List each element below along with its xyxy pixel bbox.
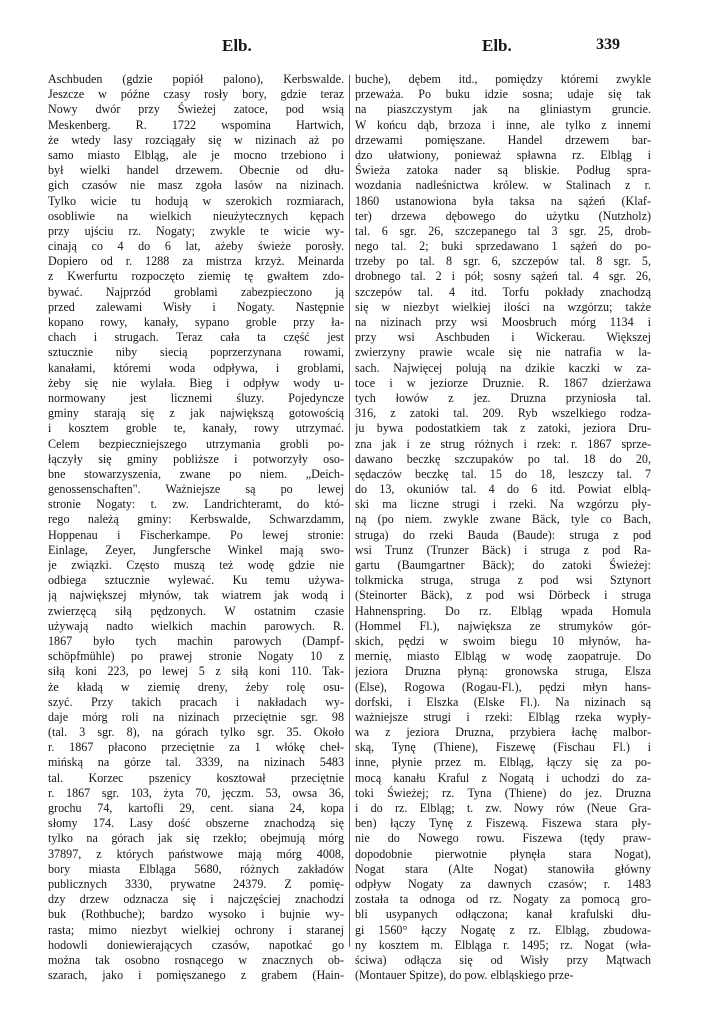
text-line: odpływ Nogaty za dawnych czasów; r. 1483 [355, 876, 651, 891]
text-line: r. 1867 płacono przeciętnie za 1 włókę cheł- [48, 740, 344, 755]
text-line: trzeby po tal. 8 sgr. 6, szczepów tal. 8 sgr. 5, [355, 254, 651, 269]
text-line: cinają co 4 do 6 lat, ażeby świeże porosły. [48, 239, 344, 254]
text-line: Meskenberg. R. 1722 wspomina Hartwich, [48, 117, 344, 132]
text-line: (tal. 3 sgr. 8), na górach tylko sgr. 35. Około [48, 725, 344, 740]
text-line: Celem bezpieczniejszego utrzymania grobli po- [48, 436, 344, 451]
text-line: Nogat stara (Alte Nogat) stanowiła główny [355, 861, 651, 876]
text-line: ski ma liczne strugi i rzeki. Na wzgórzu pły- [355, 497, 651, 512]
text-line: Hahnenspring. Do rz. Elbląg wpada Homula [355, 603, 651, 618]
text-line: buk (Rothbuche); bardzo wysoko i bujnie wy- [48, 907, 344, 922]
text-line: daje mórg roli na nizinach przeciętnie sgr. 98 [48, 709, 344, 724]
text-line: Einlage, Zeyer, Jungfersche Winkel mają swo- [48, 542, 344, 557]
text-line: ściwa) odłącza się od Wisły przy Mątwach [355, 952, 651, 967]
text-line: schöpfmühle) po prawej stronie Nogaty 10 z [48, 649, 344, 664]
text-line: została ta odnoga od rz. Nogaty za pomocą gro- [355, 892, 651, 907]
text-line: bywać. Najprzód groblami zabezpieczono ją [48, 284, 344, 299]
text-line: W końcu dąb, brzoza i inne, ale tylko z innemi [355, 117, 651, 132]
text-line: zwierzęcą siłą pędzonych. W ostatnim czasie [48, 603, 344, 618]
page-header [0, 36, 720, 66]
text-line: nie do Nowego rowu. Fiszewa (tędy praw- [355, 831, 651, 846]
text-line: 1867 było tych machin parowych (Dampf- [48, 633, 344, 648]
text-line: 1860 ustanowiona była taksa na sążeń (Klaf- [355, 193, 651, 208]
text-line: przed zalewami Wisły i Nogaty. Następnie [48, 299, 344, 314]
text-line: osobliwie na wielkich nieużytecznych kępach [48, 208, 344, 223]
text-line: był wielki handel drzewem. Obecnie od dłu- [48, 163, 344, 178]
text-line: (Montauer Spitze), do pow. elbląskiego prze- [355, 968, 574, 983]
text-line: słomy 174. Lasy dość obszerne znachodzą się [48, 816, 344, 831]
text-line: Hoppenau i Fischerkampe. Po lewej stronie: [48, 527, 344, 542]
column-divider [349, 75, 350, 947]
text-line: ben) łączy Tynę z Fiszewą. Fiszewa stara pły- [355, 816, 651, 831]
left-text-column [48, 72, 344, 983]
text-line: że wtedy lasy rozciągały się w nizinach aż po [48, 132, 344, 147]
text-line: Jeszcze w późne czasy rosły bory, gdzie teraz [48, 87, 344, 102]
running-head-left: Elb. [222, 36, 252, 55]
text-line: toki Świeżej; rz. Tyna (Thiene) do jez. Druzna [355, 785, 651, 800]
text-line: szyć. Przy takich pracach i nakładach wy- [48, 694, 344, 709]
text-line: tal. Korzec pszenicy kosztował przeciętnie [48, 770, 344, 785]
text-line: ją największej młynów, tak wiatrem jak wodą i [48, 588, 344, 603]
text-line: 37897, z których państwowe mają mórg 4008, [48, 846, 344, 861]
text-line: tylko na górach jak się rzekło; obejmują mórg [48, 831, 344, 846]
text-line: ny kosztem m. Elbląga r. 1495; rz. Nogat (wła- [355, 937, 651, 952]
text-line: tolkmicka struga, struga z pod wsi Sztynort [355, 573, 651, 588]
text-line: na piaszczystym jak na gliniastym gruncie. [355, 102, 651, 117]
text-line: hodowli doniewierających czasów, napotkać go [48, 937, 344, 952]
text-line: skich, pędzi w swoim biegu 10 młynów, ha- [355, 633, 651, 648]
text-line: przy wsi Aschbuden i Wickerau. Większej [355, 330, 651, 345]
text-line: bli usypanych odłączona; kanał krafulski dłu- [355, 907, 651, 922]
text-line: samo miasto Elbląg, ale je mocno trzebiono i [48, 147, 344, 162]
text-line: kanałami, któremi woda odpływa, i groblami, [48, 360, 344, 375]
text-line: szczepów tal. 4 itd. Torfu pokłady znachodzą [355, 284, 651, 299]
text-line: (Steinorter Bäck), z pod wsi Dörbeck i struga [355, 588, 651, 603]
text-line: grochu 74, kartofli 29, cent. siana 24, kopa [48, 801, 344, 815]
text-line: wozdania nadleśnictwa królew. w Stalinach z r. [355, 178, 651, 193]
text-line: i do rz. Elbląg; t. zw. Nowy rów (Neue Gra- [355, 801, 651, 815]
text-line: gich czasów nie masz zgoła lasów na nizinach. [48, 178, 344, 193]
text-line: dzo ułatwiony, ponieważ spławna rz. Elbląg i [355, 147, 651, 162]
text-line: rego należą gminy: Kerbswalde, Schwarzdamm, [48, 512, 344, 527]
text-line: sędaczów beczkę tal. 15 do 18, leszczy tal. 7 [355, 466, 651, 481]
text-line: nego tal. 2; buki sprzedawano 1 sążeń do po- [355, 239, 651, 254]
text-line: toce i w jeziorze Druznie. R. 1867 dzierżawa [355, 375, 651, 390]
text-line: sach. Najwięcej polują na dzikie kaczki w za- [355, 360, 651, 375]
text-line: Dopiero od r. 1288 za mistrza krzyż. Meinarda [48, 254, 344, 269]
text-line: r. 1867 sgr. 103, żyta 70, jęczm. 53, owsa 36, [48, 785, 344, 800]
text-line: do 13, okuniów tal. 4 do 6 itd. Powiat elblą- [355, 482, 651, 497]
text-line: łączyły się gminy pobliższe i potworzyły oso- [48, 451, 344, 466]
text-line: drobnego tal. 2 i pół; sosny sążeń tal. 4 sgr. 26, [355, 269, 651, 284]
text-line: kopano rowy, kanały, sypano groble przy ła- [48, 315, 344, 329]
page-number: 339 [596, 36, 620, 53]
text-line: Tylko wicie tu hodują w szerokich rozmiarach, [48, 193, 344, 208]
text-line: buche), dębem itd., pomiędzy któremi zwykle [355, 72, 651, 86]
text-line: tal. 6 sgr. 26, szczepanego tal 3 sgr. 25, drob- [355, 223, 651, 238]
text-line: normowany jest licznemi śluzy. Pojedyncze [48, 390, 344, 405]
text-line: sztucznie niby siecią poprzerzynana rowami, [48, 345, 344, 360]
text-line: drzewami pomięszane. Handel drzewem bar- [355, 132, 651, 147]
text-line: przeważa. Po buku idzie sosna; udaje się tak [355, 87, 651, 102]
text-line: ważniejsze strugi i rzeki: Elbląg rzeka wypły- [355, 709, 651, 724]
text-line: Świeża zatoka nader są bliskie. Podług spra- [355, 163, 651, 178]
text-line: gminy starają się z jak największą gotowością [48, 406, 344, 421]
text-line: mińską na górze tal. 3339, na nizinach 5483 [48, 755, 344, 770]
text-line: dorfski, i Elszka (Elske Fl.). Na nizinach są [355, 694, 651, 709]
text-line: genossenschaften". Ważniejsze są po lewej [48, 482, 344, 497]
text-line: stronie Nogaty: t. zw. Landrichteramt, do któ- [48, 497, 344, 512]
text-line: inne, płynie przez m. Elbląg, łączy się za po- [355, 755, 651, 770]
text-line: można tak osobno rosnącego w znacznych ob- [48, 952, 344, 967]
text-line: (Else), Rogowa (Rogau-Fl.), pędzi młyn hans- [355, 679, 651, 694]
text-line: mernię, miasto Elbląg w wodę zaopatruje. Do [355, 649, 651, 664]
text-line: się w niezbyt wielkiej ilości na wzgórzu; także [355, 299, 651, 314]
text-line: rasta; mimo niezbyt wielkiej ochrony i staranej [48, 922, 344, 937]
text-line: bory miasta Elbląga 5680, różnych zakładów [48, 861, 344, 876]
text-line: że kładą w ziemię dreny, żeby rolę osu- [48, 679, 344, 694]
text-line: wa z jeziora Druzna, przybiera łachę malbor- [355, 725, 651, 740]
text-line: jeziora Druzna płyną: gronowska struga, Elsza [355, 664, 651, 679]
text-line: publicznych 3330, prywatne 24379. Z pomię- [48, 876, 344, 891]
text-line: gartu (Baumgartner Bäck); do zatoki Świeżej: [355, 558, 651, 572]
right-text-column [355, 72, 651, 983]
text-line: bne stowarzyszenia, zwane po niem. „Deich- [48, 466, 344, 481]
text-line: ską, Tynę (Thiene), Fiszewę (Fischau Fl.) i [355, 740, 651, 755]
running-head-right: Elb. [482, 36, 512, 55]
text-line: je związki. Często muszą też wodę gdzie nie [48, 558, 344, 572]
text-line: chach i strugach. Teraz cała ta część jest [48, 330, 344, 345]
text-line: używają nadto wielkich machin parowych. R. [48, 618, 344, 633]
text-line: ter) drzewa dębowego do użytku (Nutzholz) [355, 208, 651, 223]
text-line: 316, z zatoki tal. 209. Ryb wszelkiego rodza- [355, 406, 651, 421]
text-line: Nowy dwór przy Świeżej zatoce, pod wsią [48, 102, 344, 117]
text-line: przy ujściu rz. Nogaty; zwykle te wicie wy- [48, 223, 344, 238]
text-line: na nizinach przy wsi Moosbruch mórg 1134 i [355, 315, 651, 329]
text-line: żeby się nie wylała. Bieg i odpływ wody u- [48, 375, 344, 390]
text-line: wsi Trunz (Trunzer Bäck) i struga z pod Ra- [355, 542, 651, 557]
text-line: gi 1560° łączy Nogatę z rz. Elbląg, zbudowa- [355, 922, 651, 937]
text-line: szarach, jako i pomięszanego z grabem (Hain- [48, 968, 344, 983]
text-line: struga) do rzeki Bauda (Baude): struga z pod [355, 527, 651, 542]
text-line: ną (po niem. zwykle zwane Bäck, tyle co Bach, [355, 512, 651, 527]
text-line: i kosztem groble te, kanały, rowy utrzymać. [48, 421, 344, 436]
text-line: tych łowów z jez. Druzna przyniosła tal. [355, 390, 651, 405]
text-line: dzy drzew odznacza się i najczęściej znachodzi [48, 892, 344, 907]
text-line: mocą kanału Kraful z Nogatą i uchodzi do za- [355, 770, 651, 785]
text-line: Aschbuden (gdzie popiół palono), Kerbswalde. [48, 72, 344, 86]
text-line: ju bywa podostatkiem tak z zatoki, jeziora Dru- [355, 421, 651, 436]
text-line: (Hommel Fl.), największa ze strumyków gór- [355, 618, 651, 633]
text-line: dopodobnie pierwotnie płynęła stara Nogat), [355, 846, 651, 861]
text-line: z Kwerfurtu rozpoczęto ziemię tę gwałtem zdo- [48, 269, 344, 284]
text-line: odbiega sztucznie wylewać. Ku temu używa- [48, 573, 344, 588]
text-line: zna jak i ze strug różnych i rzek: r. 1867 sprze- [355, 436, 651, 451]
text-line: dawano beczkę szczupaków po tal. 18 do 20, [355, 451, 651, 466]
text-line: zwierzyny prawie wcale się nie natrafia w la- [355, 345, 651, 360]
text-line: siłą koni 223, po lewej 5 z siłą koni 110. Tak- [48, 664, 344, 679]
